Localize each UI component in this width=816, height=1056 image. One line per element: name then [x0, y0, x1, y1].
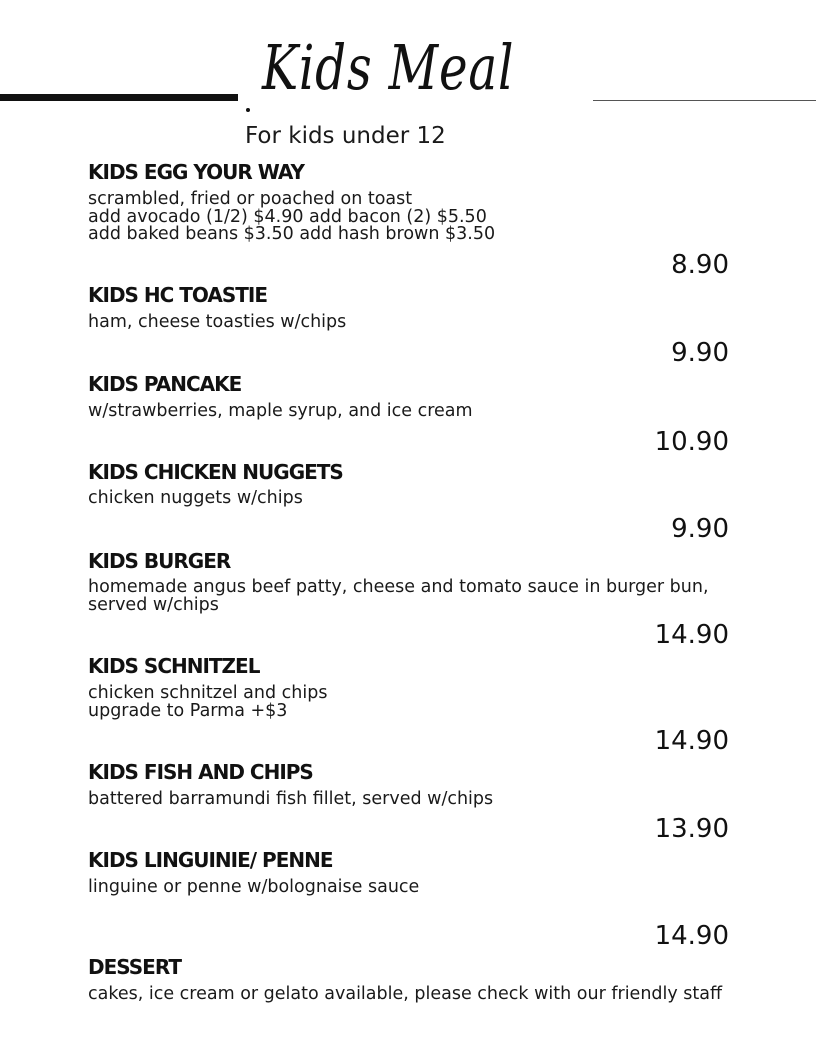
menu-item-price: 9.90 [671, 514, 729, 544]
menu-item-description [88, 490, 738, 508]
menu-item-name: KIDS SCHNITZEL [88, 654, 260, 678]
menu-item-description-line: served w/chips [88, 594, 219, 615]
menu-item-name: DESSERT [88, 955, 181, 979]
menu-item-description-line: add avocado (1/2) $4.90 add bacon (2) $5.50 [88, 206, 487, 227]
menu-item-price: 10.90 [654, 427, 729, 457]
menu-item-description-line: cakes, ice cream or gelato available, please check with our friendly staff [88, 984, 723, 1004]
menu-item-name: KIDS LINGUINIE/ PENNE [88, 848, 333, 872]
menu-item-description-line: battered barramundi fish fillet, served w/chips [88, 789, 494, 809]
menu-item-description [88, 791, 738, 809]
menu-item-price: 14.90 [654, 921, 729, 951]
menu-item-name: KIDS BURGER [88, 549, 231, 573]
menu-item-description-line: linguine or penne w/bolognaise sauce [88, 877, 420, 897]
menu-item-description [88, 403, 738, 421]
menu-item-name: KIDS EGG YOUR WAY [88, 160, 304, 184]
menu-item-description-line: add baked beans $3.50 add hash brown $3.50 [88, 224, 496, 244]
header-rule-dot [246, 108, 250, 112]
header-rule-right [593, 100, 816, 101]
menu-item-description-line: w/strawberries, maple syrup, and ice cream [88, 401, 473, 421]
menu-item-description [88, 879, 738, 897]
menu-item-description [88, 986, 738, 1004]
menu-item-description-line: chicken schnitzel and chips [88, 683, 328, 703]
menu-item-name: KIDS PANCAKE [88, 372, 242, 396]
page-subtitle: For kids under 12 [245, 123, 446, 149]
menu-item-price: 13.90 [654, 814, 729, 844]
menu-item-description [88, 579, 738, 614]
menu-item-description [88, 314, 738, 332]
menu-item-price: 9.90 [671, 338, 729, 368]
menu-item-description-line: upgrade to Parma +$3 [88, 700, 288, 721]
page-title: Kids Meal [262, 31, 515, 104]
menu-item-name: KIDS FISH AND CHIPS [88, 760, 313, 784]
menu-item-name: KIDS CHICKEN NUGGETS [88, 460, 343, 484]
menu-item-description-line: homemade angus beef patty, cheese and tomato sauce in burger bun, [88, 577, 709, 597]
menu-item-description [88, 191, 738, 244]
menu-item-description [88, 685, 738, 720]
menu-item-description-line: scrambled, fried or poached on toast [88, 189, 413, 209]
menu-item-price: 8.90 [671, 250, 729, 280]
menu-item-price: 14.90 [654, 726, 729, 756]
header-rule-left [0, 94, 238, 101]
menu-item-description-line: chicken nuggets w/chips [88, 488, 303, 508]
menu-item-price: 14.90 [654, 620, 729, 650]
menu-item-description-line: ham, cheese toasties w/chips [88, 312, 347, 332]
menu-item-name: KIDS HC TOASTIE [88, 283, 268, 307]
